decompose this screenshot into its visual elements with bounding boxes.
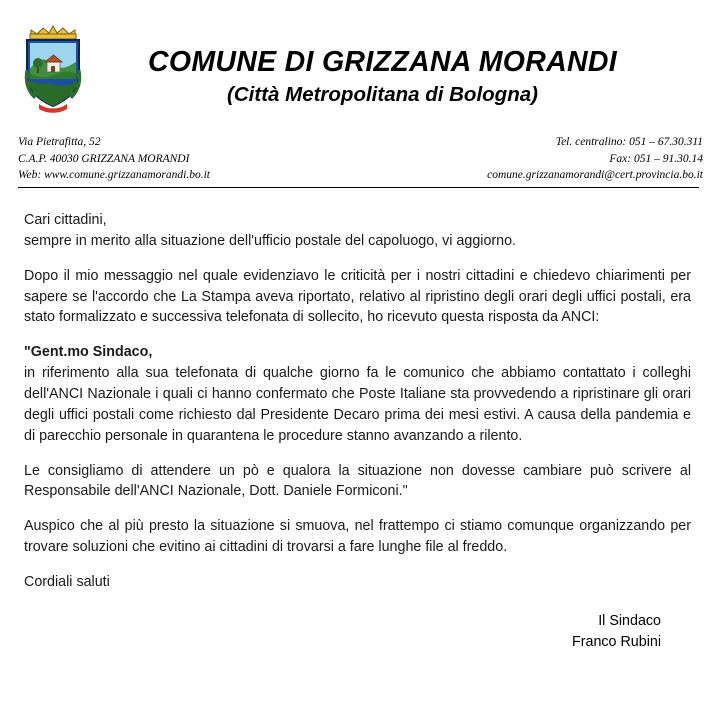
intro-line: sempre in merito alla situazione dell'ufficio postale del capoluogo, vi aggiorno. bbox=[24, 232, 517, 249]
cap-line: C.A.P. 40030 GRIZZANA MORANDI bbox=[18, 152, 190, 165]
email-line[interactable]: comune.grizzanamorandi@cert.provincia.bo.it bbox=[487, 169, 703, 182]
website-line[interactable]: Web: www.comune.grizzanamorandi.bo.it bbox=[18, 169, 210, 182]
contact-left bbox=[18, 134, 210, 184]
signature-block bbox=[0, 611, 717, 654]
page-subtitle: (Città Metropolitana di Bologna) bbox=[227, 82, 538, 106]
contact-block bbox=[0, 120, 717, 184]
letterhead bbox=[0, 0, 717, 120]
quote-opening: "Gent.mo Sindaco, bbox=[24, 344, 153, 361]
header-titles bbox=[92, 22, 703, 106]
paragraph-3: Le consigliamo di attendere un pò e qualora la situazione non dovesse cambiare può scrivere al Responsabile dell'ANCI Nazionale, Dott. Daniele Formiconi." bbox=[24, 462, 691, 500]
signature-role: Il Sindaco bbox=[598, 612, 661, 629]
letter-body bbox=[0, 188, 717, 593]
signature-name: Franco Rubini bbox=[572, 634, 661, 651]
closing-line: Cordiali saluti bbox=[24, 574, 110, 591]
phone-line: Tel. centralino: 051 – 67.30.311 bbox=[555, 136, 703, 148]
address-line: Via Pietrafitta, 52 bbox=[18, 136, 101, 148]
paragraph-4: Auspico che al più presto la situazione si smuova, nel frattempo ci stiamo comunque organizzando per trovare soluzioni che evitino ai cittadini di trovarsi a fare lunghe file al freddo. bbox=[24, 518, 691, 556]
contact-right bbox=[487, 134, 703, 184]
page-title: COMUNE DI GRIZZANA MORANDI bbox=[147, 46, 618, 78]
coat-of-arms-icon bbox=[14, 22, 92, 120]
fax-line: Fax: 051 – 91.30.14 bbox=[609, 152, 703, 165]
paragraph-2: in riferimento alla sua telefonata di qualche giorno fa le comunico che abbiamo contattato i colleghi dell'ANCI Nazionale i quali ci hanno confermato che Poste Italiane sta provvedendo a ripristinare gli orari degli uffici postali come richiesto dal Presidente Decaro prima dei mesi estivi. A causa della pandemia e di parecchio personale in quarantena le procedure stanno avanzando a rilento. bbox=[24, 365, 691, 444]
greeting-line: Cari cittadini, bbox=[24, 212, 107, 229]
paragraph-1: Dopo il mio messaggio nel quale evidenziavo le criticità per i nostri cittadini e chiedevo chiarimenti per sapere se l'accordo che La Stampa aveva riportato, relativo al ripristino degli orari degli uffici postali, era stato formalizzato e successiva telefonata di sollecito, ho ricevuto questa risposta da ANCI: bbox=[24, 267, 691, 326]
